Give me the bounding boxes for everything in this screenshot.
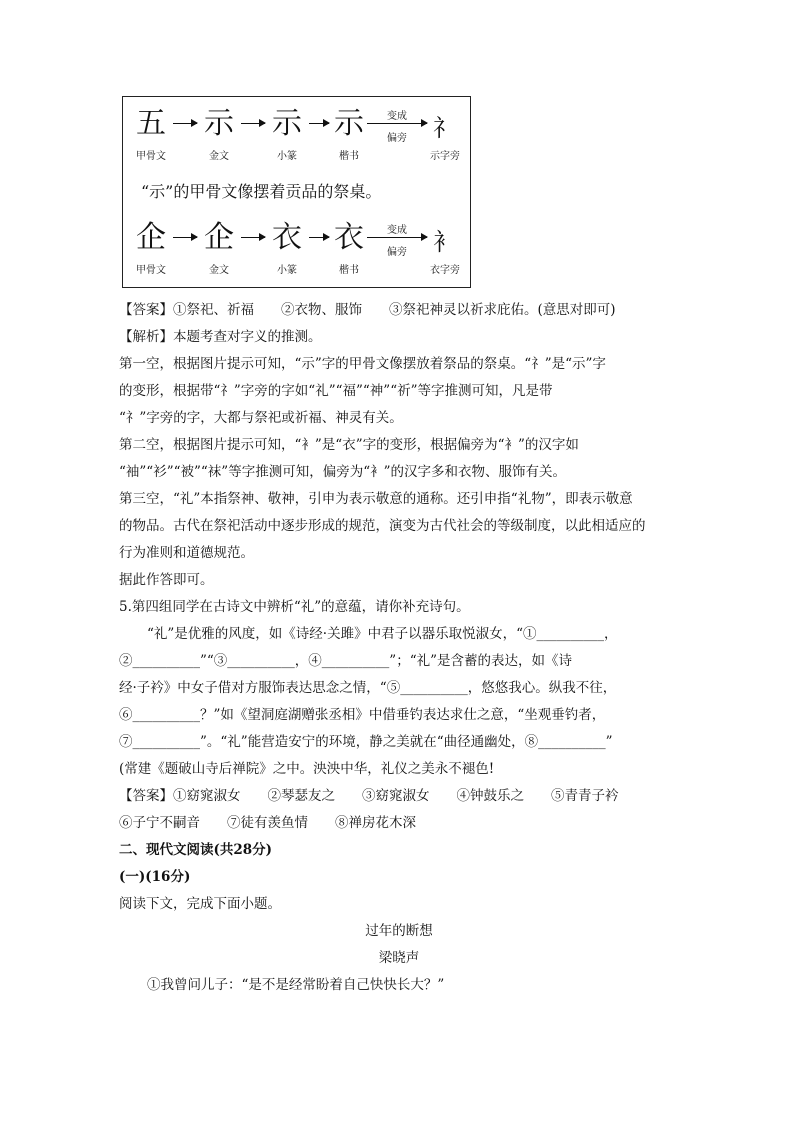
paragraph-line: 第二空，根据图片提示可知，“衤”是“衣”字的变形，根据偏旁为“衤”的汉字如 [119, 437, 579, 453]
caption: 小篆 [277, 265, 297, 276]
caption: 衣字旁 [430, 265, 460, 276]
yi-bronze-glyph: 企 [204, 220, 234, 255]
caption: 楷书 [339, 265, 359, 276]
paragraph-line: “礻”字旁的字，大都与祭祀或祈福、神灵有关。 [119, 410, 403, 426]
question-text-line: ②__________”“③__________，④__________”；“礼”是含蓄的表达，如《诗 [119, 653, 573, 669]
shi-oracle-glyph: 五 [136, 106, 166, 141]
analysis-heading: 【解析】本题考查对字义的推测。 [119, 329, 322, 345]
paragraph-line: 行为准则和道德规范。 [119, 545, 254, 561]
paragraph-line: “袖”“衫”“被”“袜”等字推测可知，偏旁为“衤”的汉字多和衣物、服饰有关。 [119, 464, 567, 480]
article-paragraph-1: ①我曾问儿子：“是不是经常盼着自己快快长大？” [147, 977, 445, 993]
yi-seal-glyph: 衣 [272, 220, 302, 255]
answer-line: 【答案】①窈窕淑女 ②琴瑟友之 ③窈窕淑女 ④钟鼓乐之 ⑤青青子衿 [119, 788, 619, 804]
shi-seal-glyph: 示 [272, 106, 302, 141]
arrow [309, 123, 329, 124]
yi-evolution-row [123, 215, 470, 285]
caption: 金文 [209, 265, 229, 276]
arrow [173, 123, 197, 124]
arrow-label-bottom: 偏旁 [387, 133, 407, 144]
arrow-label-top: 变成 [387, 111, 407, 122]
arrow-label-bottom: 偏旁 [387, 247, 407, 258]
arrow [173, 237, 197, 238]
article-title: 过年的断想 [365, 923, 433, 939]
question-text-line: “礼”是优雅的风度，如《诗经·关雎》中君子以器乐取悦淑女，“①__________， [147, 626, 618, 642]
caption: 示字旁 [430, 151, 460, 162]
long-arrow [367, 237, 427, 238]
question-text-line: ⑥__________？”如《望洞庭湖赠张丞相》中借垂钓表达求仕之意，“坐观垂钓者， [119, 707, 606, 723]
yi-radical-glyph: 衤 [433, 228, 457, 256]
paragraph-line: 第三空，“礼”本指祭神、敬神，引申为表示敬意的通称。还引申指“礼物”，即表示敬意 [119, 491, 633, 507]
arrow-label-top: 变成 [387, 225, 407, 236]
paragraph-line: 据此作答即可。 [119, 572, 214, 588]
answer-line: 【答案】①祭祀、祈福 ②衣物、服饰 ③祭祀神灵以祈求庇佑。(意思对即可) [119, 302, 616, 318]
question-text-line: (常建《题破山寺后禅院》之中。泱泱中华，礼仪之美永不褪色! [119, 761, 495, 777]
figure-caption: “示”的甲骨文像摆着贡品的祭桌。 [141, 182, 382, 201]
section-heading: 二、现代文阅读(共28分) [119, 842, 273, 858]
article-author: 梁晓声 [378, 950, 420, 966]
caption: 甲骨文 [136, 151, 166, 162]
document-body [119, 297, 679, 999]
caption: 甲骨文 [136, 265, 166, 276]
arrow [241, 237, 265, 238]
yi-regular-glyph: 衣 [334, 220, 364, 255]
subsection-heading: (一)(16分) [119, 869, 191, 885]
shi-radical-glyph: 礻 [433, 114, 457, 142]
caption: 金文 [209, 151, 229, 162]
arrow [241, 123, 265, 124]
yi-oracle-glyph: 企 [136, 220, 166, 255]
shi-regular-glyph: 示 [334, 106, 364, 141]
question-5: 5.第四组同学在古诗文中辨析“礼”的意蕴，请你补充诗句。 [119, 599, 470, 615]
paragraph-line: 的物品。古代在祭祀活动中逐步形成的规范，演变为古代社会的等级制度，以此相适应的 [119, 518, 646, 534]
question-text-line: ⑦__________”。“礼”能营造安宁的环境，静之美就在“曲径通幽处，⑧__________” [119, 734, 613, 750]
arrow [309, 237, 329, 238]
long-arrow [367, 123, 427, 124]
question-text-line: 经·子衿》中女子借对方服饰表达思念之情，“⑤__________，悠悠我心。纵我不往， [119, 680, 617, 696]
paragraph-line: 的变形，根据带“礻”字旁的字如“礼”“福”“神”“祈”等字推测可知，凡是带 [119, 383, 553, 399]
shi-bronze-glyph: 示 [204, 106, 234, 141]
caption: 小篆 [277, 151, 297, 162]
paragraph-line: 第一空，根据图片提示可知，“示”字的甲骨文像摆放着祭品的祭桌。“礻”是“示”字 [119, 356, 606, 372]
answer-line: ⑥子宁不嗣音 ⑦徒有羡鱼情 ⑧禅房花木深 [119, 815, 416, 831]
character-evolution-figure [122, 96, 471, 288]
instruction-line: 阅读下文，完成下面小题。 [119, 896, 281, 912]
shi-evolution-row [123, 101, 470, 171]
caption: 楷书 [339, 151, 359, 162]
